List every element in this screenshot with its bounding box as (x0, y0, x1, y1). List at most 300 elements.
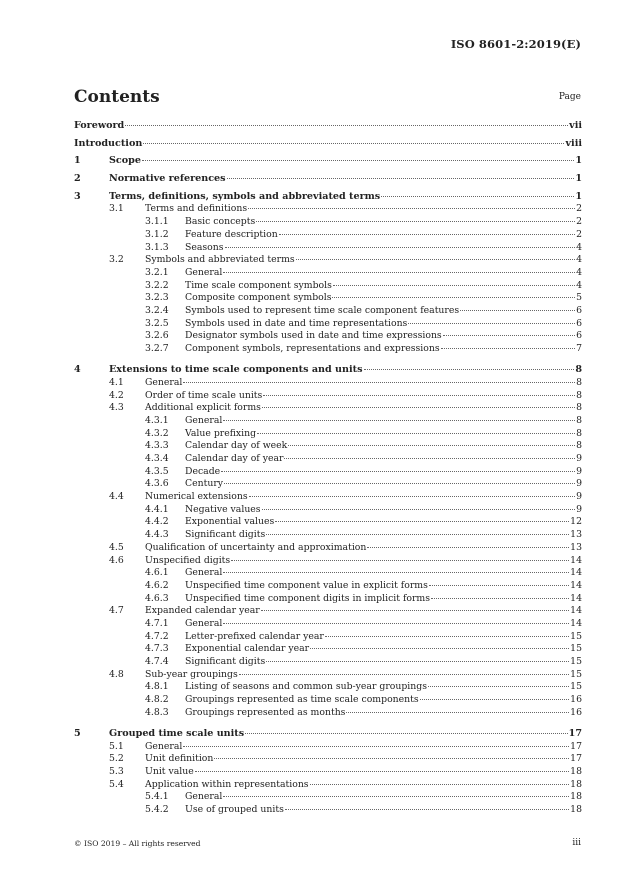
toc-entry-line (185, 529, 582, 542)
toc-entry[interactable] (74, 804, 582, 817)
toc-entry-page[interactable]: 14 (570, 592, 582, 604)
toc-entry-page[interactable]: 2 (576, 203, 582, 215)
toc-entry-number: 3.2.4 (145, 304, 169, 316)
toc-entry-page[interactable]: 6 (576, 330, 582, 342)
dot-leader (231, 560, 569, 561)
toc-entry[interactable] (74, 567, 582, 580)
toc-entry-line (185, 415, 582, 428)
toc-entry[interactable] (74, 753, 582, 766)
toc-entry-line (185, 656, 582, 669)
toc-entry-line (145, 669, 582, 682)
toc-entry-number: 4.3.5 (145, 465, 169, 477)
toc-entry-page[interactable]: 4 (576, 266, 582, 278)
toc-entry-title[interactable]: Groupings represented as months (185, 706, 346, 718)
toc-entry-title[interactable]: Unspecified time component value in explicit forms (185, 579, 428, 591)
toc-entry-number: 5.4.2 (145, 804, 169, 816)
toc-entry-page[interactable]: 18 (570, 778, 582, 790)
toc-entry-title[interactable]: Unspecified time component digits in implicit forms (185, 592, 431, 604)
toc-entry-title[interactable]: General (185, 414, 223, 426)
dot-leader (332, 297, 575, 298)
toc-entry-number: 5.3 (109, 766, 124, 777)
toc-entry-title[interactable]: Feature description (185, 228, 278, 240)
toc-entry-line (145, 766, 582, 779)
dot-leader (223, 420, 575, 421)
toc-entry-title[interactable]: Use of grouped units (185, 804, 284, 816)
toc-entry-line (109, 155, 582, 168)
toc-entry-title[interactable]: General (145, 376, 183, 388)
dot-leader (262, 509, 576, 510)
toc-entry[interactable] (74, 138, 582, 151)
dot-leader (143, 143, 564, 144)
toc-entry-page[interactable]: 8 (576, 414, 582, 426)
dot-leader (381, 196, 574, 197)
page-column-label: Page (558, 92, 581, 102)
dot-leader (261, 610, 569, 611)
dot-leader (248, 208, 575, 209)
toc-entry-number: 4.4 (109, 491, 124, 503)
toc-entry[interactable] (74, 364, 582, 377)
dot-leader (429, 585, 569, 586)
toc-entry[interactable] (74, 504, 582, 517)
toc-entry-line (145, 491, 582, 504)
dot-leader (223, 572, 569, 573)
toc-entry-line (185, 229, 582, 242)
toc-entry-number: 5 (74, 727, 81, 739)
toc-entry-page[interactable]: 9 (576, 453, 582, 464)
toc-entry-title[interactable]: Time scale component symbols (185, 279, 332, 291)
toc-entry-line (185, 791, 582, 804)
toc-entry-number: 4.6.1 (145, 567, 169, 579)
dot-leader (125, 125, 568, 126)
toc-entry[interactable] (74, 415, 582, 428)
toc-entry-page[interactable]: 14 (570, 605, 582, 617)
dot-leader (367, 547, 569, 548)
toc-entry[interactable] (74, 656, 582, 669)
toc-entry-line (185, 453, 582, 466)
toc-entry-title[interactable]: Foreword (74, 120, 125, 131)
toc-entry-title[interactable]: Designator symbols used in date and time expressions (185, 330, 442, 342)
toc-entry-page[interactable]: 15 (570, 643, 582, 655)
toc-entry-number: 4.7.4 (145, 656, 169, 667)
toc-entry[interactable] (74, 555, 582, 568)
toc-entry-page[interactable]: 4 (576, 279, 582, 291)
toc-entry-title[interactable]: Calendar day of year (185, 453, 284, 464)
toc-entry-page[interactable]: 9 (576, 478, 582, 490)
toc-entry-line (185, 631, 582, 644)
toc-entry[interactable] (74, 529, 582, 542)
toc-entry[interactable] (74, 191, 582, 204)
toc-entry-title[interactable]: General (185, 567, 223, 579)
dot-leader (223, 623, 569, 624)
page-title: Contents (74, 87, 160, 107)
toc-entry-number: 4.8 (109, 668, 124, 680)
copyright-notice: © ISO 2019 – All rights reserved (74, 839, 201, 848)
dot-leader (420, 699, 570, 700)
toc-entry-page[interactable]: 8 (576, 402, 582, 414)
toc-entry-number: 3.2.1 (145, 266, 169, 278)
toc-entry-page[interactable]: 8 (576, 376, 582, 388)
toc-entry-line (145, 542, 582, 555)
toc-entry-title[interactable]: Seasons (185, 241, 224, 253)
toc-entry-title[interactable]: Calendar day of week (185, 440, 288, 452)
toc-entry-title[interactable]: Negative values (185, 503, 261, 515)
toc-entry-title[interactable]: General (185, 617, 223, 629)
toc-entry-title[interactable]: Basic concepts (185, 216, 256, 228)
toc-entry-title[interactable]: Unit value (145, 766, 194, 777)
toc-entry-page[interactable]: 13 (570, 529, 582, 541)
toc-entry-page[interactable]: 8 (576, 440, 582, 452)
toc-entry[interactable] (74, 173, 582, 186)
dot-leader (221, 471, 575, 472)
toc-entry-page[interactable]: 1 (575, 155, 582, 167)
toc-entry-title[interactable]: General (145, 740, 183, 752)
toc-entry-page[interactable]: 5 (576, 292, 582, 304)
toc-entry-line (185, 292, 582, 305)
toc-entry-number: 4.5 (109, 541, 124, 553)
toc-entry-line (185, 707, 582, 720)
toc-entry-line (145, 402, 582, 415)
toc-entry-page[interactable]: 4 (576, 254, 582, 266)
toc-entry-line (74, 138, 582, 151)
toc-entry-title[interactable]: Grouped time scale units (109, 727, 245, 739)
toc-entry-page[interactable]: 14 (570, 567, 582, 579)
dot-leader (408, 323, 575, 324)
toc-entry-number: 4.3 (109, 402, 124, 414)
toc-entry[interactable] (74, 292, 582, 305)
toc-entry-page[interactable]: 2 (576, 228, 582, 240)
toc-entry-page[interactable]: 2 (576, 216, 582, 228)
toc-entry-line (185, 681, 582, 694)
toc-entry-title[interactable]: Component symbols, representations and expressions (185, 343, 440, 354)
toc-entry-title[interactable]: Numerical extensions (145, 491, 248, 503)
toc-entry-number: 3.2 (109, 254, 124, 266)
toc-entry[interactable] (74, 254, 582, 267)
dot-leader (275, 521, 569, 522)
dot-leader (142, 160, 574, 161)
toc-entry[interactable] (74, 343, 582, 356)
toc-entry-page[interactable]: 7 (576, 343, 582, 354)
toc-entry-page[interactable]: 18 (570, 766, 582, 777)
toc-entry[interactable] (74, 402, 582, 415)
toc-entry-title[interactable]: Unit definition (145, 753, 214, 765)
toc-entry[interactable] (74, 120, 582, 133)
toc-entry-line (74, 120, 582, 133)
toc-entry-number: 4.7.3 (145, 643, 169, 655)
dot-leader (325, 636, 569, 637)
toc-entry-line (185, 618, 582, 631)
toc-entry[interactable] (74, 728, 582, 741)
toc-entry-number: 1 (74, 155, 81, 167)
dot-leader (266, 534, 569, 535)
toc-entry-page[interactable]: 14 (570, 554, 582, 566)
toc-entry[interactable] (74, 440, 582, 453)
toc-entry[interactable] (74, 791, 582, 804)
toc-entry[interactable] (74, 681, 582, 694)
toc-entry[interactable] (74, 305, 582, 318)
toc-entry[interactable] (74, 741, 582, 754)
toc-entry-number: 4.2 (109, 389, 124, 401)
dot-leader (227, 178, 575, 179)
toc-entry-number: 4.3.3 (145, 440, 169, 452)
toc-entry-line (185, 242, 582, 255)
toc-entry-page[interactable]: 9 (576, 503, 582, 515)
dot-leader (263, 395, 575, 396)
toc-entry-page[interactable]: 17 (570, 740, 582, 752)
toc-entry[interactable] (74, 694, 582, 707)
toc-entry-title[interactable]: Scope (109, 155, 141, 167)
toc-entry-number: 4.8.3 (145, 706, 169, 718)
toc-entry-number: 4.4.3 (145, 529, 169, 541)
toc-entry-title[interactable]: Value prefixing (185, 427, 257, 439)
toc-entry[interactable] (74, 631, 582, 644)
toc-entry-page[interactable]: 12 (570, 516, 582, 528)
dot-leader (443, 335, 575, 336)
toc-entry-title[interactable]: Composite component symbols (185, 292, 332, 304)
dot-leader (284, 458, 575, 459)
toc-entry-title[interactable]: Decade (185, 465, 221, 477)
toc-entry-number: 4.6 (109, 554, 124, 566)
toc-entry[interactable] (74, 466, 582, 479)
toc-entry[interactable] (74, 390, 582, 403)
toc-entry-page[interactable]: 16 (570, 706, 582, 718)
toc-entry-title[interactable]: General (185, 791, 223, 803)
toc-entry-number: 4.8.2 (145, 694, 169, 706)
toc-entry-page[interactable]: 9 (576, 491, 582, 503)
toc-entry-line (109, 173, 582, 186)
dot-leader (346, 712, 569, 713)
toc-entry[interactable] (74, 491, 582, 504)
toc-entry[interactable] (74, 618, 582, 631)
toc-entry-title[interactable]: Exponential values (185, 516, 275, 528)
toc-entry-title[interactable]: Century (185, 478, 224, 490)
toc-entry-number: 3.1 (109, 203, 124, 215)
toc-entry-title[interactable]: Normative references (109, 173, 226, 185)
toc-entry-title[interactable]: Sub-year groupings (145, 668, 238, 680)
toc-entry-page[interactable]: viii (565, 137, 582, 149)
dot-leader (223, 272, 575, 273)
toc-entry-page[interactable]: 17 (568, 727, 582, 739)
toc-entry-line (109, 191, 582, 204)
toc-entry[interactable] (74, 669, 582, 682)
toc-entry-title[interactable]: Extensions to time scale components and units (109, 364, 363, 376)
toc-entry-number: 4.4.2 (145, 516, 169, 528)
dot-leader (460, 310, 575, 311)
dot-leader (239, 674, 569, 675)
toc-entry-number: 3.2.6 (145, 330, 169, 342)
toc-entry-title[interactable]: Qualification of uncertainty and approximation (145, 541, 367, 553)
toc-entry[interactable] (74, 330, 582, 343)
toc-entry-title[interactable]: Application within representations (145, 778, 309, 790)
toc-entry-page[interactable]: 8 (575, 364, 582, 376)
toc-entry-title[interactable]: Terms and definitions (145, 203, 248, 215)
toc-entry-number: 4.6.2 (145, 579, 169, 591)
toc-entry-number: 3.1.3 (145, 241, 169, 253)
toc-entry-title[interactable]: Terms, definitions, symbols and abbreviated terms (109, 190, 381, 202)
toc-entry-line (145, 605, 582, 618)
toc-entry[interactable] (74, 216, 582, 229)
toc-entry-title[interactable]: Significant digits (185, 656, 266, 667)
toc-entry-page[interactable]: 16 (570, 694, 582, 706)
dot-leader (256, 221, 575, 222)
toc-entry-title[interactable]: Symbols used to represent time scale component features (185, 304, 460, 316)
dot-leader (428, 686, 569, 687)
toc-entry-line (145, 254, 582, 267)
toc-entry[interactable] (74, 516, 582, 529)
toc-entry[interactable] (74, 605, 582, 618)
toc-entry-page[interactable]: 15 (570, 681, 582, 693)
toc-entry-line (185, 216, 582, 229)
toc-entry-page[interactable]: 18 (570, 804, 582, 816)
toc-entry-line (145, 753, 582, 766)
toc-entry-title[interactable]: Expanded calendar year (145, 605, 260, 617)
dot-leader (310, 784, 570, 785)
toc-entry-line (145, 377, 582, 390)
toc-entry[interactable] (74, 478, 582, 491)
toc-entry-title[interactable]: Order of time scale units (145, 389, 263, 401)
toc-entry[interactable] (74, 280, 582, 293)
dot-leader (223, 796, 569, 797)
toc-entry[interactable] (74, 428, 582, 441)
toc-entry-page[interactable]: 15 (570, 668, 582, 680)
toc-entry-title[interactable]: Exponential calendar year (185, 643, 310, 655)
dot-leader (214, 758, 569, 759)
toc-entry-line (185, 804, 582, 817)
toc-entry-title[interactable]: Letter-prefixed calendar year (185, 630, 324, 642)
toc-entry[interactable] (74, 155, 582, 168)
toc-entry-line (185, 516, 582, 529)
toc-entry-title[interactable]: Groupings represented as time scale components (185, 694, 419, 706)
toc-entry-title[interactable]: Unspecified digits (145, 554, 231, 566)
toc-entry[interactable] (74, 593, 582, 606)
toc-entry-page[interactable]: 8 (576, 427, 582, 439)
toc-entry-title[interactable]: Listing of seasons and common sub-year groupings (185, 681, 427, 693)
dot-leader (333, 285, 575, 286)
toc-entry[interactable] (74, 766, 582, 779)
toc-entry-line (185, 643, 582, 656)
dot-leader (183, 746, 569, 747)
table-of-contents (74, 120, 582, 817)
toc-entry-number: 5.4.1 (145, 791, 169, 803)
toc-entry-number: 4.8.1 (145, 681, 169, 693)
dot-leader (288, 445, 575, 446)
toc-entry-number: 4.7 (109, 605, 124, 617)
dot-leader (296, 259, 575, 260)
toc-entry-page[interactable]: 15 (570, 630, 582, 642)
toc-entry-page[interactable]: 1 (575, 173, 582, 185)
dot-leader (310, 648, 569, 649)
toc-entry-number: 4.3.1 (145, 414, 169, 426)
dot-leader (285, 809, 569, 810)
toc-entry-number: 5.4 (109, 778, 124, 790)
toc-entry-page[interactable]: 1 (575, 190, 582, 202)
toc-entry-title[interactable]: Symbols and abbreviated terms (145, 254, 295, 266)
toc-entry-number: 3.1.2 (145, 228, 169, 240)
toc-entry-line (185, 267, 582, 280)
toc-entry-number: 3.2.5 (145, 317, 169, 329)
toc-entry[interactable] (74, 542, 582, 555)
dot-leader (266, 661, 569, 662)
toc-entry-line (185, 580, 582, 593)
toc-entry[interactable] (74, 707, 582, 720)
toc-entry-line (185, 478, 582, 491)
dot-leader (245, 733, 568, 734)
toc-entry-number: 3.2.3 (145, 292, 169, 304)
toc-entry-page[interactable]: 17 (570, 753, 582, 765)
toc-entry[interactable] (74, 779, 582, 792)
toc-entry-line (109, 364, 582, 377)
toc-entry-page[interactable]: vii (569, 120, 582, 131)
toc-entry-page[interactable]: 6 (576, 304, 582, 316)
toc-entry[interactable] (74, 242, 582, 255)
document-identifier: ISO 8601-2:2019(E) (450, 37, 581, 51)
toc-entry[interactable] (74, 267, 582, 280)
dot-leader (441, 348, 575, 349)
toc-entry[interactable] (74, 377, 582, 390)
toc-entry-line (145, 555, 582, 568)
dot-leader (279, 234, 575, 235)
toc-entry-line (185, 504, 582, 517)
toc-entry-title[interactable]: Significant digits (185, 529, 266, 541)
dot-leader (225, 247, 576, 248)
toc-entry-line (145, 203, 582, 216)
toc-entry-number: 3 (74, 190, 81, 202)
toc-entry-page[interactable]: 15 (570, 656, 582, 667)
toc-entry-line (185, 305, 582, 318)
dot-leader (183, 382, 575, 383)
toc-entry-number: 3.1.1 (145, 216, 169, 228)
toc-entry-number: 5.2 (109, 753, 124, 765)
toc-entry-title[interactable]: Additional explicit forms (145, 402, 261, 414)
toc-entry-line (145, 390, 582, 403)
toc-entry-number: 3.2.7 (145, 343, 169, 354)
toc-entry-line (185, 428, 582, 441)
toc-entry-page[interactable]: 14 (570, 617, 582, 629)
toc-entry-number: 4.6.3 (145, 592, 169, 604)
toc-entry-page[interactable]: 14 (570, 579, 582, 591)
toc-entry-number: 4.1 (109, 376, 124, 388)
toc-entry-line (185, 343, 582, 356)
toc-entry-number: 4.3.4 (145, 453, 169, 464)
toc-entry-page[interactable]: 4 (576, 241, 582, 253)
toc-entry[interactable] (74, 453, 582, 466)
toc-entry-line (145, 741, 582, 754)
toc-entry-number: 5.1 (109, 740, 124, 752)
toc-entry-page[interactable]: 8 (576, 389, 582, 401)
toc-entry[interactable] (74, 229, 582, 242)
toc-entry-number: 2 (74, 173, 81, 185)
toc-entry-title[interactable]: Introduction (74, 137, 143, 149)
dot-leader (257, 433, 575, 434)
toc-entry-title[interactable]: General (185, 266, 223, 278)
dot-leader (195, 771, 569, 772)
dot-leader (364, 369, 575, 370)
toc-entry[interactable] (74, 580, 582, 593)
toc-entry-number: 4 (74, 364, 81, 376)
dot-leader (262, 407, 575, 408)
toc-entry-page[interactable]: 9 (576, 465, 582, 477)
toc-entry-number: 4.4.1 (145, 503, 169, 515)
toc-entry-page[interactable]: 6 (576, 317, 582, 329)
page-number: iii (572, 838, 581, 848)
toc-entry-page[interactable]: 18 (570, 791, 582, 803)
dot-leader (249, 496, 575, 497)
toc-entry[interactable] (74, 643, 582, 656)
toc-entry[interactable] (74, 318, 582, 331)
toc-entry[interactable] (74, 203, 582, 216)
toc-entry-page[interactable]: 13 (570, 541, 582, 553)
toc-entry-title[interactable]: Symbols used in date and time representations (185, 317, 408, 329)
toc-entry-number: 4.7.1 (145, 617, 169, 629)
